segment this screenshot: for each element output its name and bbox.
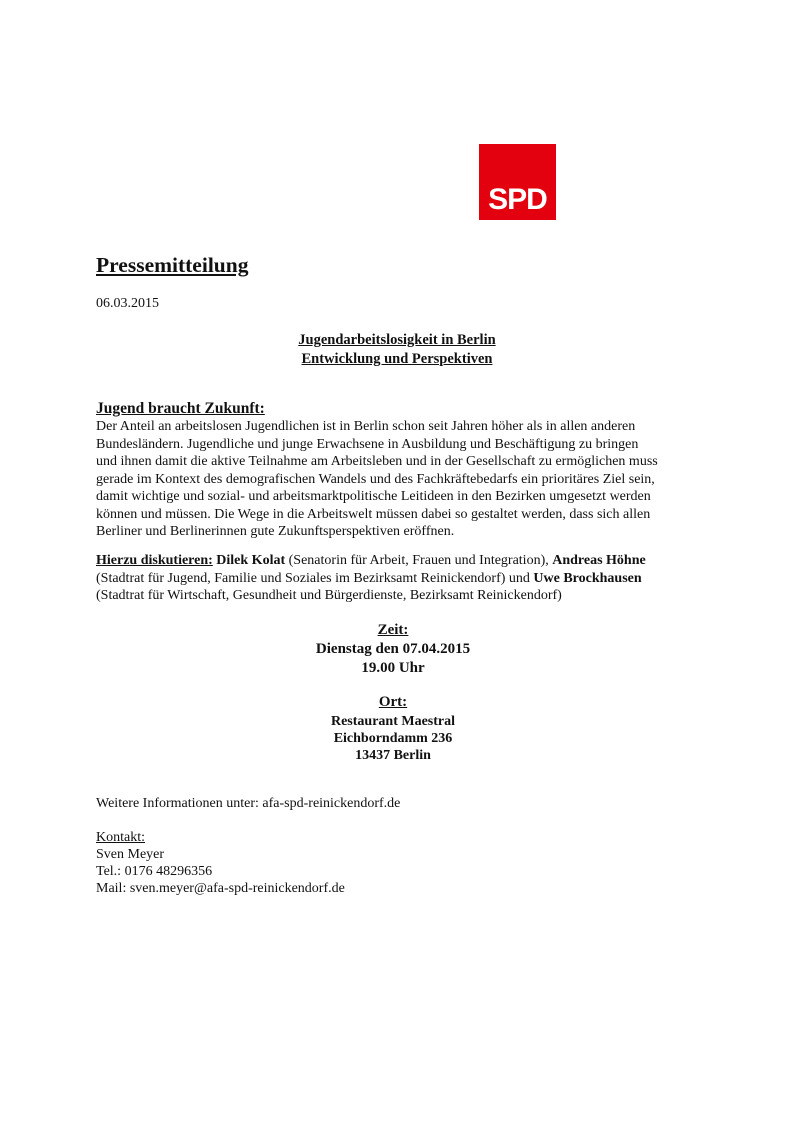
body-line: Der Anteil an arbeitslosen Jugendlichen ist in Berlin schon seit Jahren höher als in allen anderen (96, 419, 636, 434)
time-label: Zeit: (377, 622, 409, 638)
location-street: Eichborndamm 236 (333, 731, 453, 746)
more-info: Weitere Informationen unter: afa-spd-reinickendorf.de (96, 796, 401, 811)
body-line: und ihnen damit die aktive Teilnahme am Arbeitsleben und in der Gesellschaft zu ermöglichen muss (96, 454, 658, 469)
body-line: Berliner und Berlinerinnen gute Zukunftsperspektiven eröffnen. (96, 524, 455, 539)
spd-logo-text: SPD (488, 183, 547, 216)
speaker-3-name: Uwe Brockhausen (533, 570, 642, 586)
speaker-2-name: Andreas Höhne (552, 553, 646, 568)
location-label: Ort: (378, 694, 408, 710)
speaker-1-name: Dilek Kolat (216, 553, 286, 568)
event-title (0, 331, 794, 369)
speaker-3-role: (Stadtrat für Wirtschaft, Gesundheit und Bürgerdienste, Bezirksamt Reinickendorf) (96, 588, 562, 603)
body-line: damit wichtige und sozial- und arbeitsmarktpolitische Leitideen in den Bezirken umgesetzt werden (96, 489, 651, 504)
contact-label: Kontakt: (96, 830, 145, 845)
location-city: 13437 Berlin (355, 748, 431, 763)
contact-phone: Tel.: 0176 48296356 (96, 864, 213, 879)
location-name: Restaurant Maestral (330, 714, 456, 729)
contact-block (96, 829, 345, 897)
event-title-line-2: Entwicklung und Perspektiven (301, 351, 493, 367)
event-title-line-1: Jugendarbeitslosigkeit in Berlin (298, 332, 496, 348)
contact-mail: Mail: sven.meyer@afa-spd-reinickendorf.de (96, 881, 345, 896)
release-date: 06.03.2015 (96, 296, 159, 311)
time-day: Dienstag den 07.04.2015 (315, 641, 471, 657)
page-title: Pressemitteilung (96, 253, 249, 277)
speaker-2-role: (Stadtrat für Jugend, Familie und Soziales im Bezirksamt Reinickendorf) und (96, 570, 530, 586)
discussion-label: Hierzu diskutieren: (96, 553, 213, 568)
contact-name: Sven Meyer (96, 847, 165, 862)
speaker-1-role: (Senatorin für Arbeit, Frauen und Integration), (288, 553, 549, 568)
time-block (0, 621, 786, 678)
time-hour: 19.00 Uhr (361, 660, 425, 676)
body-line: gerade im Kontext des demografischen Wandels und des Fachkräftebedarfs ein prioritäres Ziel sein, (96, 471, 655, 487)
body-line: Bundesländern. Jugendliche und junge Erwachsene in Ausbildung und Beschäftigung zu bringen (96, 436, 639, 452)
location-block (0, 694, 786, 764)
discussion-block (96, 552, 696, 605)
section-body (96, 418, 696, 541)
body-line: können und müssen. Die Wege in die Arbeitswelt müssen dabei so gestaltet werden, dass sich allen (96, 506, 651, 522)
section-heading: Jugend braucht Zukunft: (96, 400, 265, 417)
spd-logo (479, 144, 556, 220)
